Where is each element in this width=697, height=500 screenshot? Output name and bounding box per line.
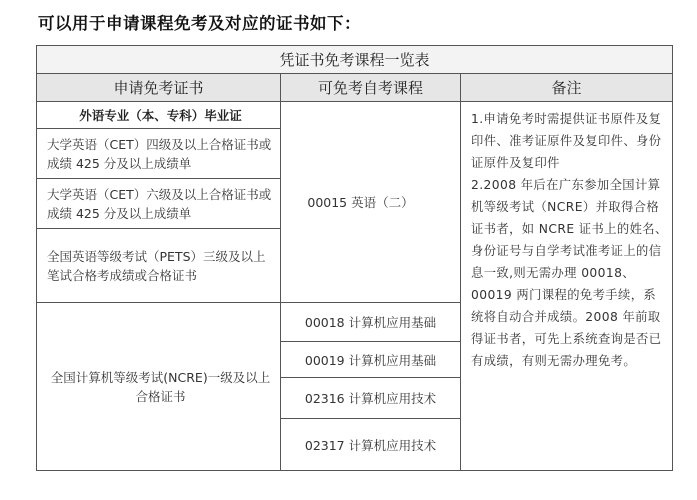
cert-foreign-language-diploma: 外语专业（本、专科）毕业证 <box>37 102 281 129</box>
page-heading: 可以用于申请课程免考及对应的证书如下： <box>38 14 361 33</box>
course-00019: 00019 计算机应用基础 <box>281 342 461 378</box>
cert-cet6: 大学英语（CET）六级及以上合格证书或成绩 425 分及以上成绩单 <box>37 179 281 229</box>
notes-cell <box>461 102 673 471</box>
exemption-table <box>36 45 673 471</box>
course-02316: 02316 计算机应用技术 <box>281 378 461 419</box>
cert-cet4: 大学英语（CET）四级及以上合格证书或成绩 425 分及以上成绩单 <box>37 129 281 179</box>
course-00018: 00018 计算机应用基础 <box>281 303 461 342</box>
table-caption: 凭证书免考课程一览表 <box>37 46 673 74</box>
course-english-ii: 00015 英语（二） <box>281 102 461 303</box>
course-02317: 02317 计算机应用技术 <box>281 419 461 471</box>
note-item: 2.2008 年后在广东参加全国计算机等级考试（NCRE）并取得合格证书者，如 NCRE 证书上的姓名、身份证号与自学考试准考证上的信息一致,则无需办理 00018、00019 两门课程的免考手续，系统将自动合并成绩。2008 年前取得证书者，可先上系统查询是否已有成绩，有则无需办理免考。 <box>471 178 668 368</box>
header-certificate: 申请免考证书 <box>37 74 281 102</box>
header-notes: 备注 <box>461 74 673 102</box>
cert-ncre: 全国计算机等级考试(NCRE)一级及以上合格证书 <box>37 303 281 471</box>
cert-pets: 全国英语等级考试（PETS）三级及以上笔试合格考成绩或合格证书 <box>37 229 281 303</box>
note-item: 1.申请免考时需提供证书原件及复印件、准考证原件及复印件、身份证原件及复印件 <box>471 112 662 170</box>
header-course: 可免考自考课程 <box>281 74 461 102</box>
